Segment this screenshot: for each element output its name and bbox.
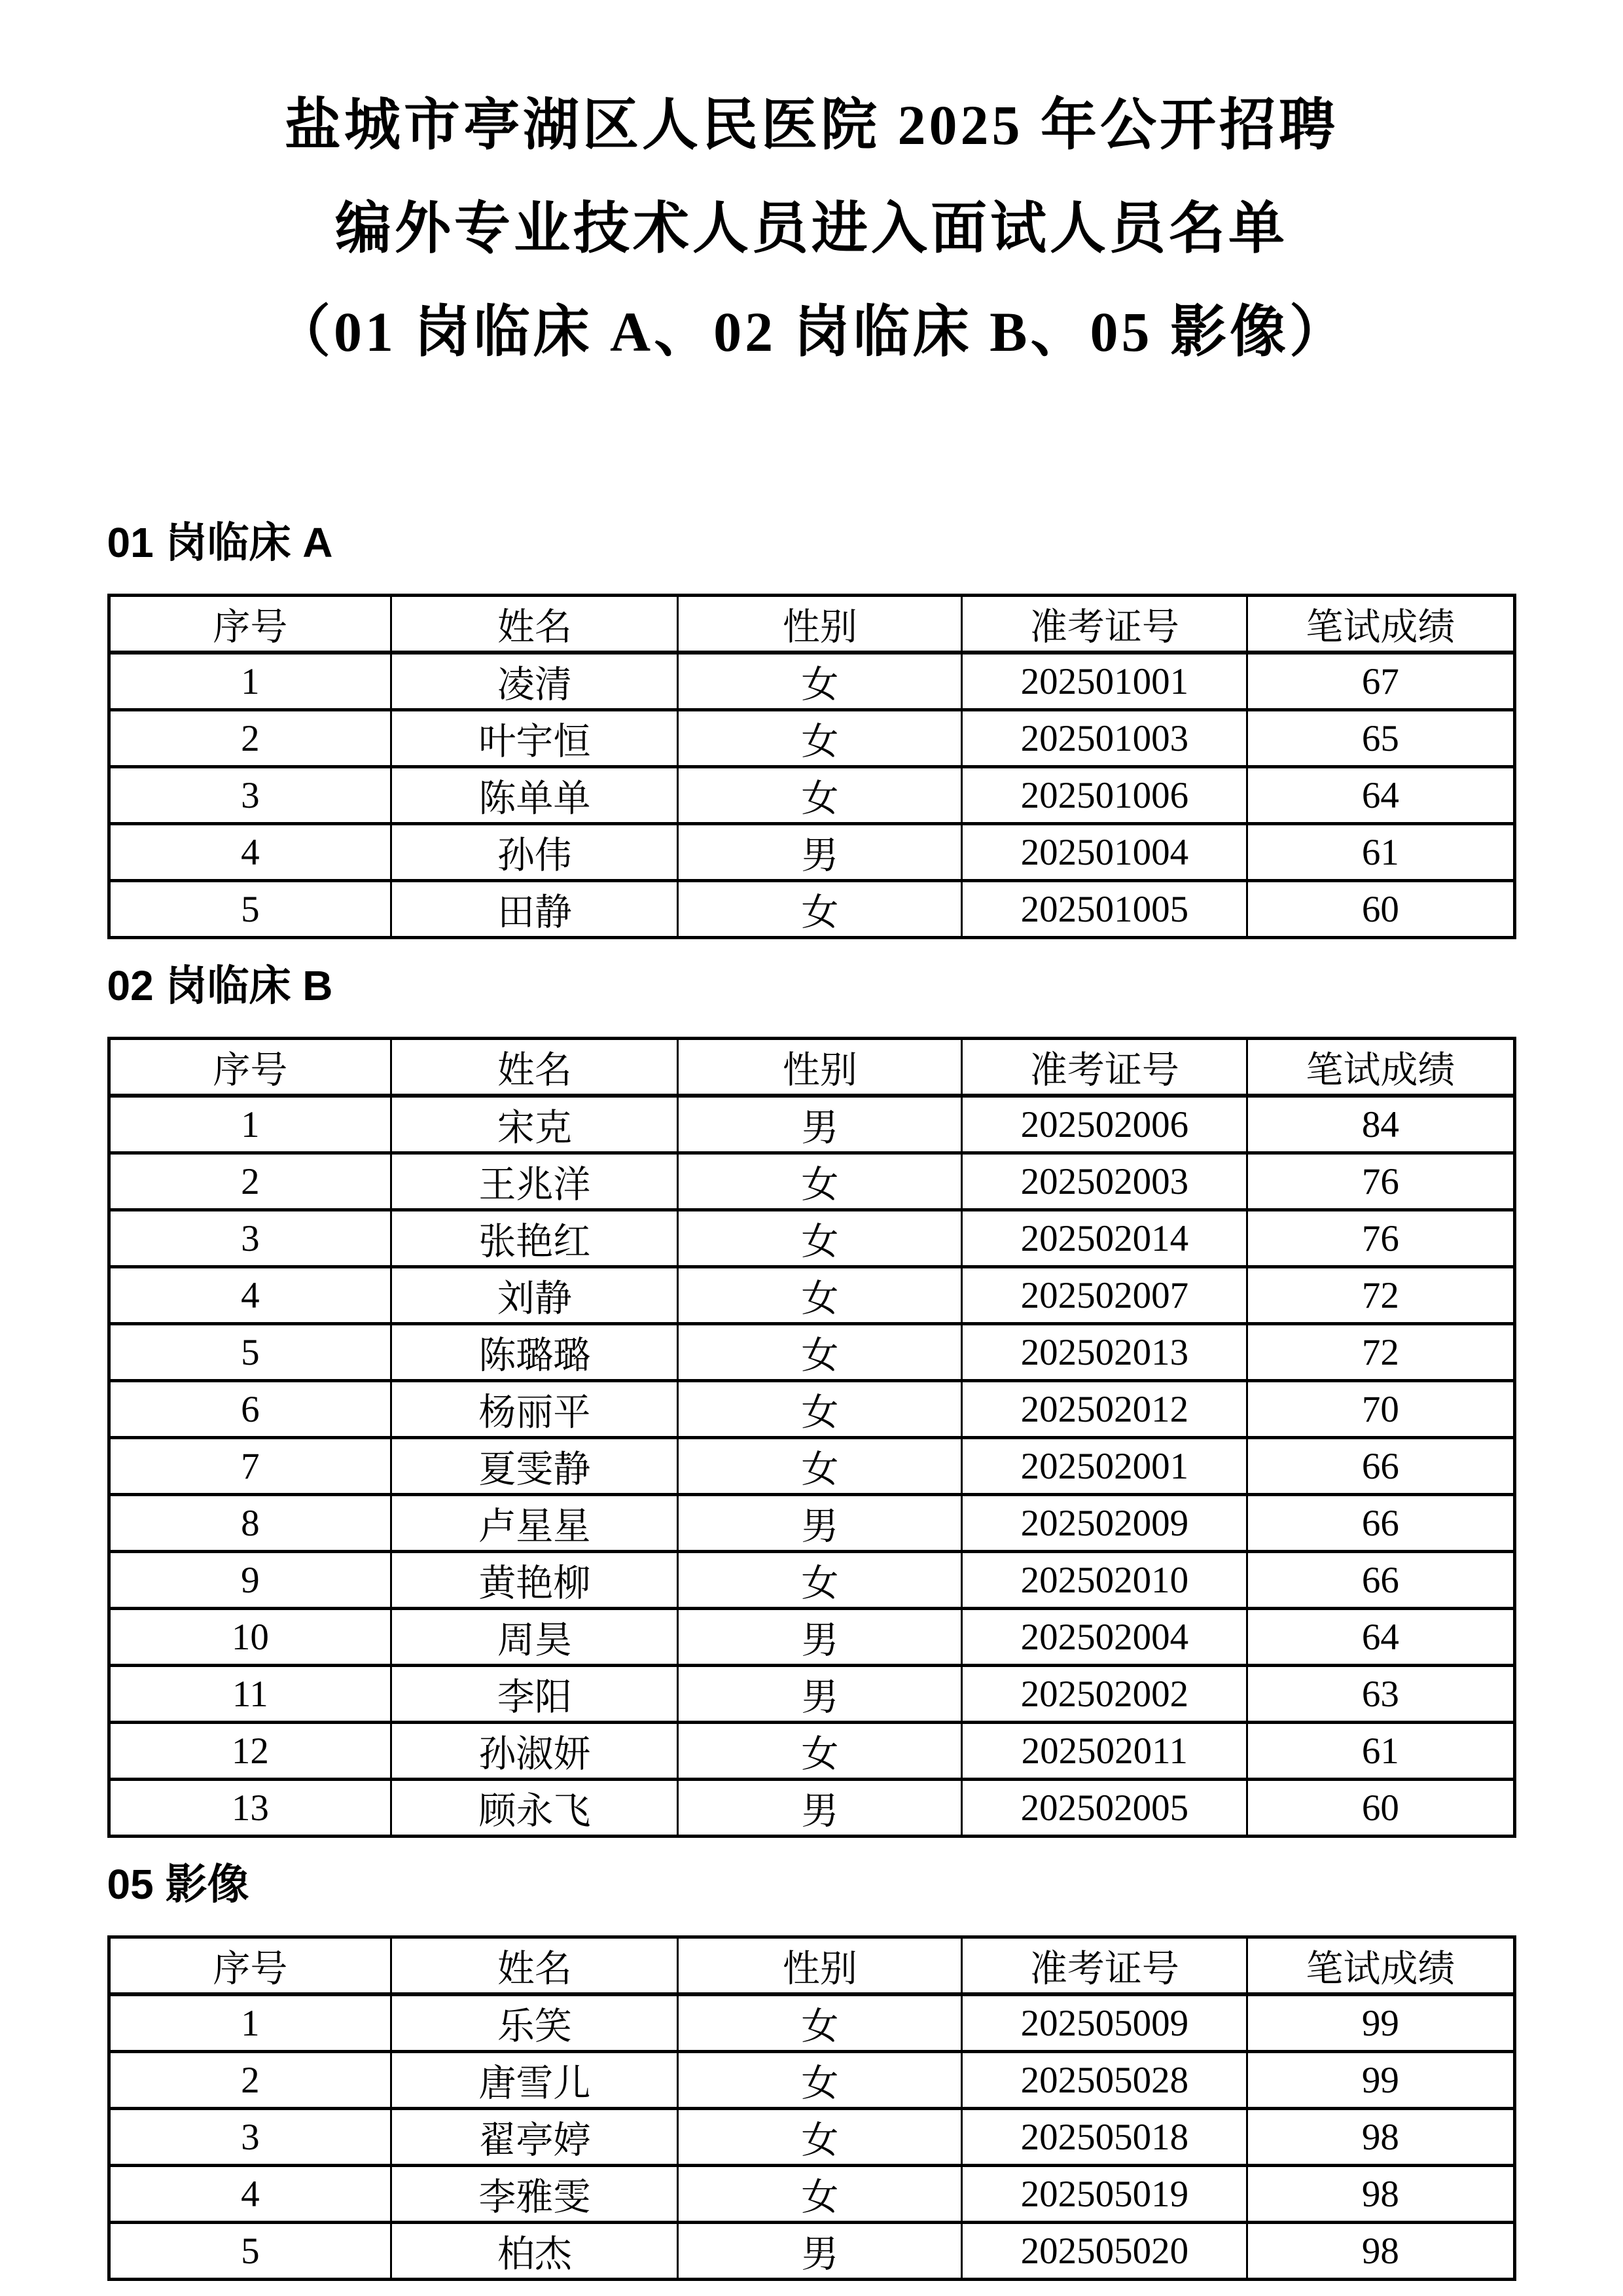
table-cell: 202502009 <box>962 1495 1247 1552</box>
table-cell: 76 <box>1247 1210 1514 1267</box>
table-cell: 9 <box>109 1552 391 1609</box>
table-cell: 女 <box>678 1994 962 2052</box>
table-cell: 5 <box>109 881 391 938</box>
roster-table-05-imaging <box>107 1935 1516 2281</box>
table-cell: 202502004 <box>962 1609 1247 1666</box>
table-cell: 女 <box>678 653 962 710</box>
title-line-1: 盐城市亭湖区人民医院 2025 年公开招聘 <box>285 94 1338 156</box>
table-cell: 2 <box>109 2052 391 2109</box>
title-line-3: （01 岗临床 A、02 岗临床 B、05 影像） <box>274 300 1349 363</box>
table-cell: 5 <box>109 1324 391 1381</box>
table-cell: 66 <box>1247 1438 1514 1495</box>
col-header-gender: 性别 <box>678 1937 962 1995</box>
section-heading-02-clinical-b: 02 岗临床 B <box>107 962 333 1009</box>
table-cell: 8 <box>109 1495 391 1552</box>
table-cell: 4 <box>109 824 391 881</box>
table-cell: 女 <box>678 1267 962 1324</box>
table-cell: 翟亭婷 <box>391 2109 678 2166</box>
table-row <box>109 1096 1514 1153</box>
table-cell: 202501001 <box>962 653 1247 710</box>
table-cell: 202502012 <box>962 1381 1247 1438</box>
table-row <box>109 1153 1514 1210</box>
table-cell: 黄艳柳 <box>391 1552 678 1609</box>
table-header-row <box>109 1937 1514 1995</box>
table-cell: 4 <box>109 2166 391 2223</box>
table-row <box>109 1666 1514 1723</box>
table-cell: 孙淑妍 <box>391 1723 678 1780</box>
table-row <box>109 710 1514 767</box>
table-cell: 李阳 <box>391 1666 678 1723</box>
table-cell: 70 <box>1247 1381 1514 1438</box>
table-cell: 202502007 <box>962 1267 1247 1324</box>
table-row <box>109 881 1514 938</box>
table-cell: 84 <box>1247 1096 1514 1153</box>
table-cell: 6 <box>109 1381 391 1438</box>
table-cell: 1 <box>109 1096 391 1153</box>
table-cell: 女 <box>678 1723 962 1780</box>
table-cell: 乐笑 <box>391 1994 678 2052</box>
table-cell: 72 <box>1247 1324 1514 1381</box>
table-cell: 男 <box>678 1666 962 1723</box>
table-cell: 孙伟 <box>391 824 678 881</box>
table-header-row <box>109 1039 1514 1096</box>
table-cell: 63 <box>1247 1666 1514 1723</box>
col-header-admission-no: 准考证号 <box>962 1937 1247 1995</box>
table-row <box>109 2166 1514 2223</box>
table-cell: 1 <box>109 1994 391 2052</box>
table-body <box>109 1994 1514 2280</box>
table-cell: 202502010 <box>962 1552 1247 1609</box>
table-cell: 3 <box>109 1210 391 1267</box>
table-cell: 65 <box>1247 710 1514 767</box>
table-cell: 76 <box>1247 1153 1514 1210</box>
document-title <box>107 0 1516 384</box>
table-cell: 202502006 <box>962 1096 1247 1153</box>
table-cell: 98 <box>1247 2166 1514 2223</box>
table-cell: 女 <box>678 1552 962 1609</box>
table-body <box>109 653 1514 938</box>
table-cell: 女 <box>678 1153 962 1210</box>
table-row <box>109 1552 1514 1609</box>
table-row <box>109 1723 1514 1780</box>
col-header-admission-no: 准考证号 <box>962 1039 1247 1096</box>
table-cell: 男 <box>678 1495 962 1552</box>
table-cell: 1 <box>109 653 391 710</box>
table-cell: 2 <box>109 710 391 767</box>
table-row <box>109 1438 1514 1495</box>
table-cell: 202501006 <box>962 767 1247 824</box>
table-cell: 202502014 <box>962 1210 1247 1267</box>
table-cell: 99 <box>1247 1994 1514 2052</box>
table-cell: 柏杰 <box>391 2223 678 2280</box>
table-cell: 202505018 <box>962 2109 1247 2166</box>
table-cell: 202501003 <box>962 710 1247 767</box>
col-header-written-score: 笔试成绩 <box>1247 1937 1514 1995</box>
table-cell: 陈璐璐 <box>391 1324 678 1381</box>
table-row <box>109 1780 1514 1837</box>
table-cell: 女 <box>678 2109 962 2166</box>
roster-table-02-clinical-b <box>107 1037 1516 1838</box>
table-row <box>109 1609 1514 1666</box>
table-cell: 7 <box>109 1438 391 1495</box>
col-header-index: 序号 <box>109 1937 391 1995</box>
table-cell: 田静 <box>391 881 678 938</box>
table-cell: 2 <box>109 1153 391 1210</box>
table-cell: 61 <box>1247 824 1514 881</box>
table-cell: 叶宇恒 <box>391 710 678 767</box>
table-cell: 王兆洋 <box>391 1153 678 1210</box>
table-cell: 60 <box>1247 1780 1514 1837</box>
table-cell: 66 <box>1247 1552 1514 1609</box>
table-cell: 女 <box>678 710 962 767</box>
col-header-written-score: 笔试成绩 <box>1247 596 1514 653</box>
table-cell: 61 <box>1247 1723 1514 1780</box>
table-cell: 夏雯静 <box>391 1438 678 1495</box>
table-cell: 女 <box>678 1324 962 1381</box>
table-cell: 202502013 <box>962 1324 1247 1381</box>
table-cell: 11 <box>109 1666 391 1723</box>
table-row <box>109 1324 1514 1381</box>
table-cell: 刘静 <box>391 1267 678 1324</box>
col-header-name: 姓名 <box>391 596 678 653</box>
table-cell: 98 <box>1247 2223 1514 2280</box>
table-cell: 3 <box>109 767 391 824</box>
table-cell: 男 <box>678 1609 962 1666</box>
table-cell: 顾永飞 <box>391 1780 678 1837</box>
table-cell: 10 <box>109 1609 391 1666</box>
table-cell: 女 <box>678 1438 962 1495</box>
table-cell: 67 <box>1247 653 1514 710</box>
table-cell: 202505020 <box>962 2223 1247 2280</box>
col-header-gender: 性别 <box>678 596 962 653</box>
section-heading-01-clinical-a: 01 岗临床 A <box>107 519 333 566</box>
col-header-written-score: 笔试成绩 <box>1247 1039 1514 1096</box>
table-cell: 4 <box>109 1267 391 1324</box>
table-row <box>109 824 1514 881</box>
table-cell: 60 <box>1247 881 1514 938</box>
table-cell: 宋克 <box>391 1096 678 1153</box>
table-row <box>109 2109 1514 2166</box>
table-cell: 张艳红 <box>391 1210 678 1267</box>
table-cell: 男 <box>678 824 962 881</box>
table-cell: 女 <box>678 767 962 824</box>
table-cell: 女 <box>678 1381 962 1438</box>
table-cell: 202501005 <box>962 881 1247 938</box>
table-cell: 64 <box>1247 767 1514 824</box>
col-header-name: 姓名 <box>391 1937 678 1995</box>
table-cell: 凌清 <box>391 653 678 710</box>
table-row <box>109 1267 1514 1324</box>
table-cell: 陈单单 <box>391 767 678 824</box>
col-header-index: 序号 <box>109 596 391 653</box>
table-cell: 13 <box>109 1780 391 1837</box>
table-cell: 男 <box>678 1096 962 1153</box>
table-header-row <box>109 596 1514 653</box>
table-row <box>109 1495 1514 1552</box>
table-cell: 卢星星 <box>391 1495 678 1552</box>
section-heading-05-imaging: 05 影像 <box>107 1861 249 1908</box>
table-cell: 男 <box>678 2223 962 2280</box>
table-cell: 202505028 <box>962 2052 1247 2109</box>
table-row <box>109 1210 1514 1267</box>
col-header-gender: 性别 <box>678 1039 962 1096</box>
table-cell: 202502011 <box>962 1723 1247 1780</box>
table-cell: 女 <box>678 2166 962 2223</box>
table-row <box>109 1381 1514 1438</box>
table-cell: 女 <box>678 881 962 938</box>
table-cell: 202501004 <box>962 824 1247 881</box>
table-cell: 202502001 <box>962 1438 1247 1495</box>
table-cell: 99 <box>1247 2052 1514 2109</box>
col-header-admission-no: 准考证号 <box>962 596 1247 653</box>
table-row <box>109 653 1514 710</box>
table-cell: 98 <box>1247 2109 1514 2166</box>
table-cell: 3 <box>109 2109 391 2166</box>
col-header-name: 姓名 <box>391 1039 678 1096</box>
table-cell: 72 <box>1247 1267 1514 1324</box>
col-header-index: 序号 <box>109 1039 391 1096</box>
table-cell: 女 <box>678 1210 962 1267</box>
table-row <box>109 1994 1514 2052</box>
table-row <box>109 767 1514 824</box>
title-line-2: 编外专业技术人员进入面试人员名单 <box>335 197 1288 260</box>
table-cell: 5 <box>109 2223 391 2280</box>
table-row <box>109 2223 1514 2280</box>
table-cell: 202502005 <box>962 1780 1247 1837</box>
table-cell: 66 <box>1247 1495 1514 1552</box>
roster-table-01-clinical-a <box>107 594 1516 939</box>
table-cell: 12 <box>109 1723 391 1780</box>
table-cell: 202502003 <box>962 1153 1247 1210</box>
table-cell: 202505009 <box>962 1994 1247 2052</box>
table-cell: 唐雪儿 <box>391 2052 678 2109</box>
table-cell: 202502002 <box>962 1666 1247 1723</box>
table-row <box>109 2052 1514 2109</box>
table-cell: 64 <box>1247 1609 1514 1666</box>
table-cell: 周昊 <box>391 1609 678 1666</box>
table-cell: 女 <box>678 2052 962 2109</box>
table-cell: 202505019 <box>962 2166 1247 2223</box>
table-body <box>109 1096 1514 1837</box>
table-cell: 李雅雯 <box>391 2166 678 2223</box>
table-cell: 杨丽平 <box>391 1381 678 1438</box>
table-cell: 男 <box>678 1780 962 1837</box>
document-page <box>107 0 1516 2281</box>
